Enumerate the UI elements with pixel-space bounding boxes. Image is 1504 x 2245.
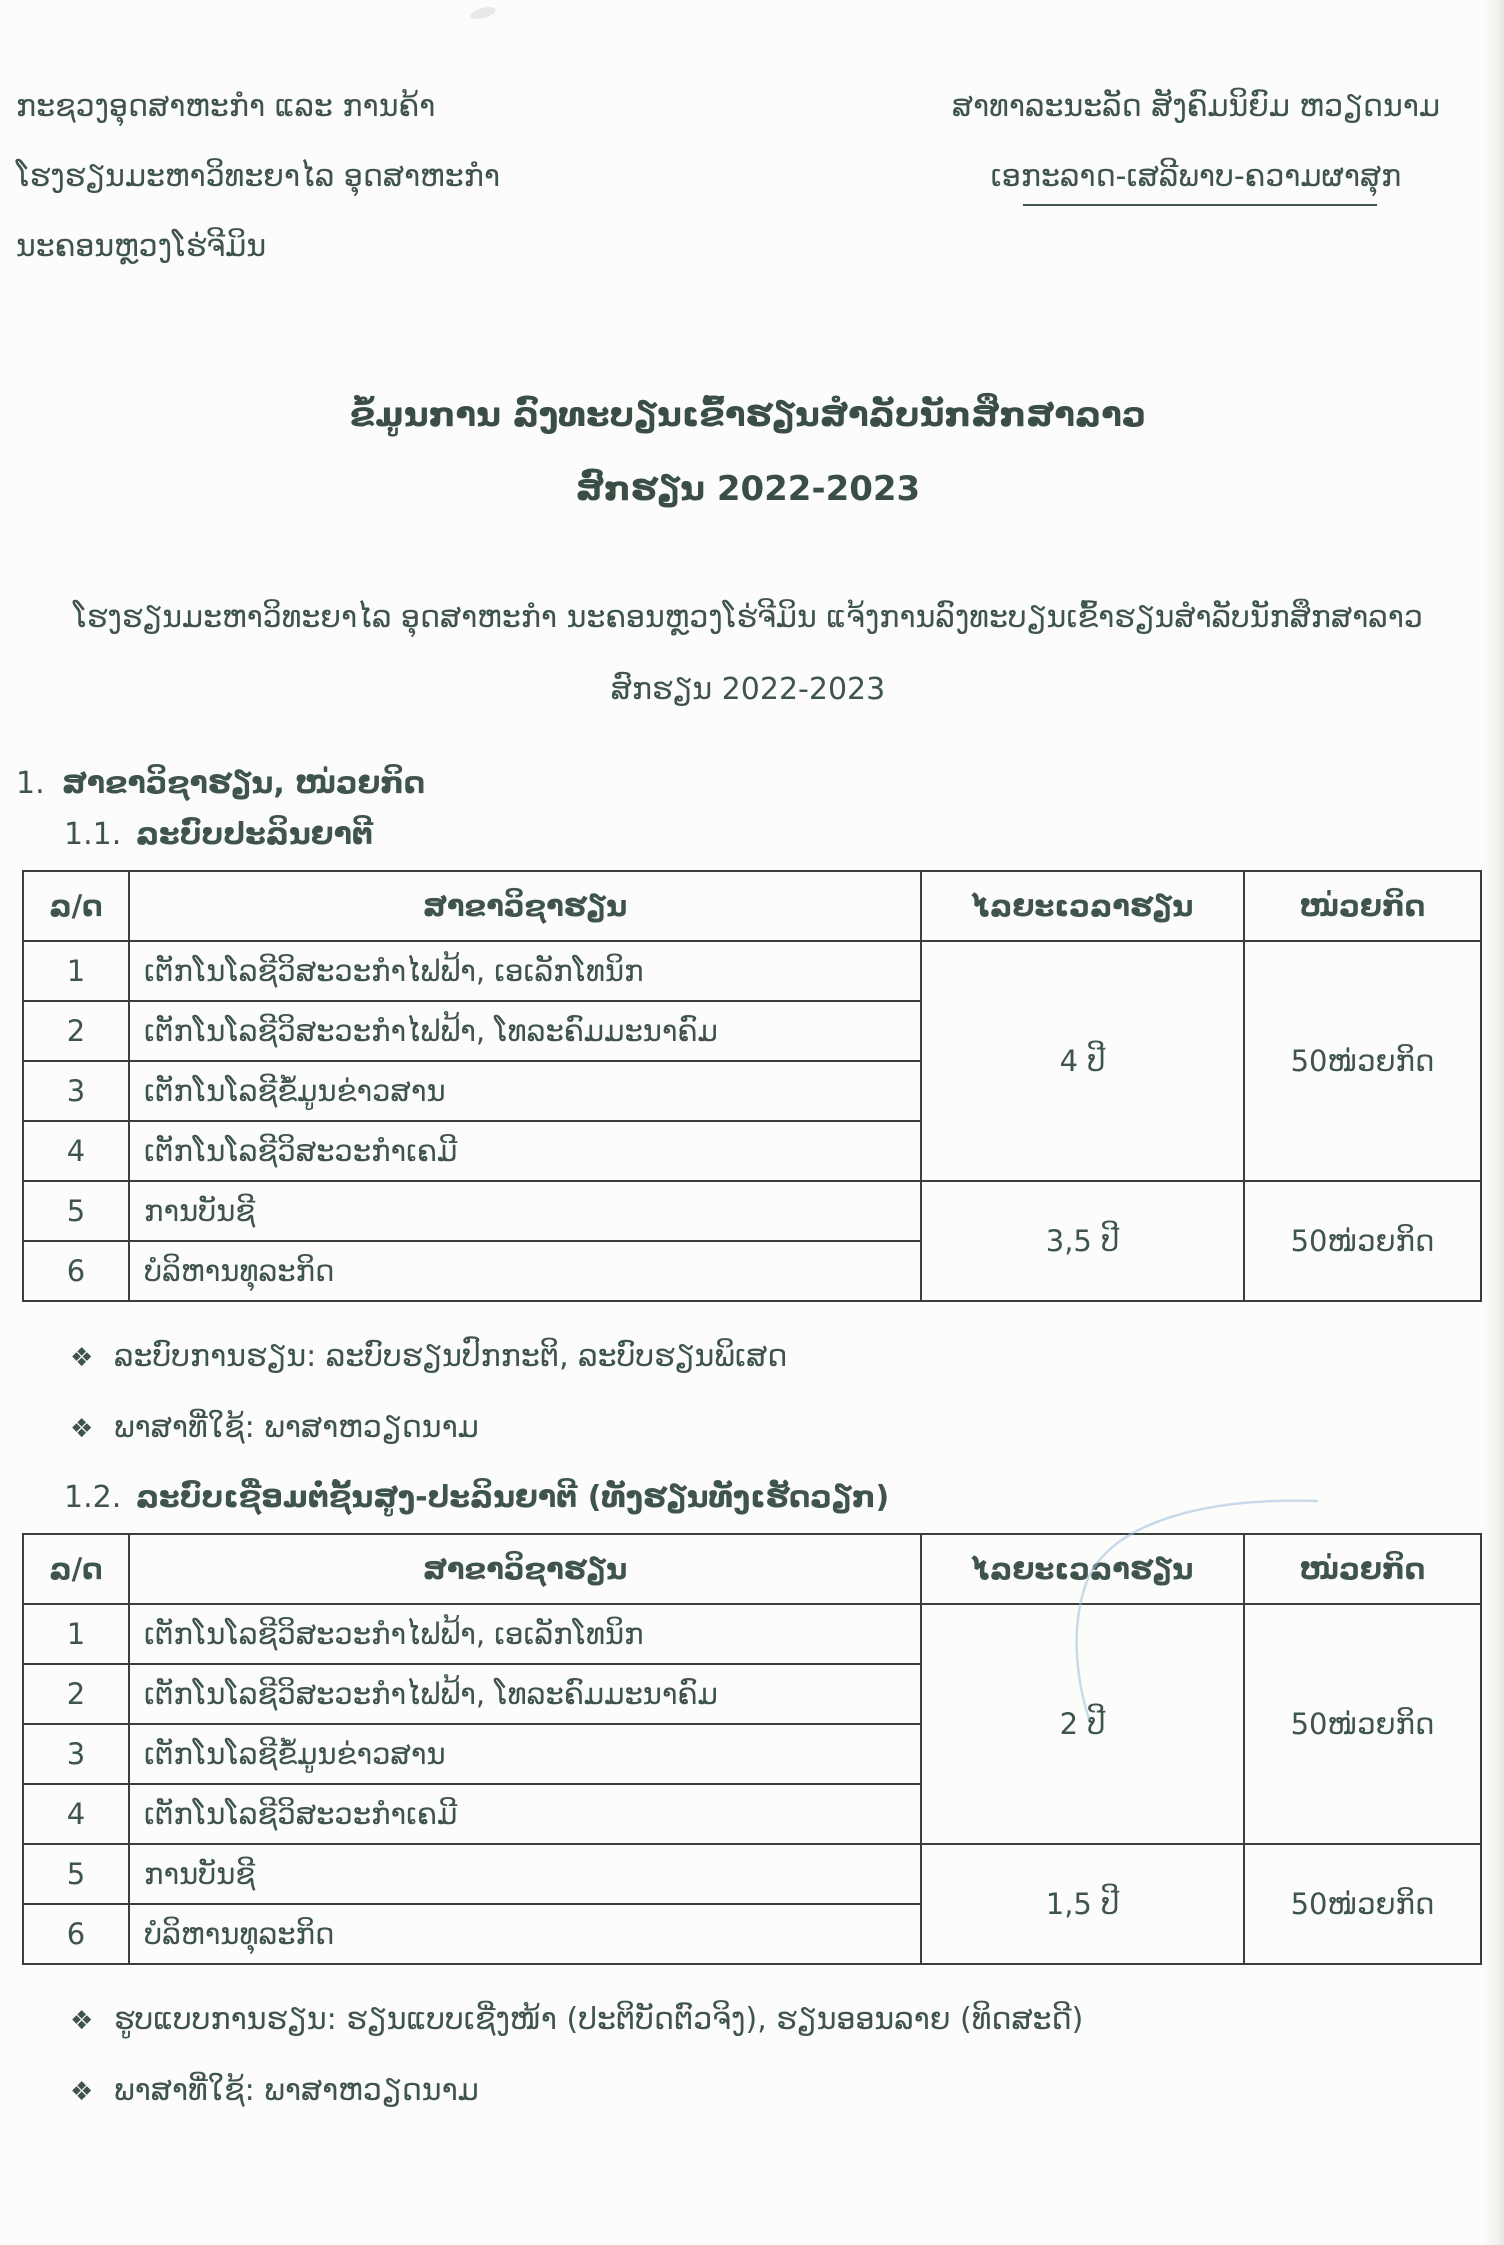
row-number-cell: 1 bbox=[23, 1604, 129, 1664]
document-header bbox=[16, 72, 1480, 282]
section-1-2-label: ລະບົບເຊື່ອມຕໍ່ຊັ້ນສູງ-ປະລິນຍາຕີ (ທັງຮຽນທັງເຮັດວຽກ) bbox=[136, 1480, 890, 1515]
row-number-cell: 5 bbox=[23, 1181, 129, 1241]
section-1-1-label: ລະບົບປະລິນຍາຕີ bbox=[136, 817, 374, 852]
table2-notes bbox=[16, 1985, 1480, 2127]
note-text: ພາສາທີ່ໃຊ້: ພາສາຫວຽດນາມ bbox=[114, 2073, 479, 2108]
national-header-block bbox=[952, 72, 1440, 212]
note-text: ຮູບແບບການຮຽນ: ຮຽນແບບເຊີ່ງໜ້າ (ປະຕິບັດຕົວຈິງ), ຮຽນອອນລາຍ (ທິດສະດີ) bbox=[114, 2002, 1084, 2037]
section-1-number: 1. bbox=[16, 766, 45, 801]
major-cell: ເຕັກໂນໂລຊີວິສະວະກຳໄຟຟ້າ, ໂທລະຄົມມະນາຄົມ bbox=[129, 1664, 921, 1724]
col-header-duration: ໄລຍະເວລາຮຽນ bbox=[921, 871, 1244, 941]
col-header-credits: ໜ່ວຍກິດ bbox=[1244, 871, 1481, 941]
duration-cell: 3,5 ປີ bbox=[921, 1181, 1244, 1301]
major-cell: ເຕັກໂນໂລຊີວິສະວະກຳໄຟຟ້າ, ເອເລັກໂທນິກ bbox=[129, 941, 921, 1001]
note-language bbox=[70, 2056, 1480, 2127]
table-row bbox=[23, 941, 1481, 1001]
col-header-major: ສາຂາວິຊາຮຽນ bbox=[129, 871, 921, 941]
table-row bbox=[23, 1604, 1481, 1664]
row-number-cell: 6 bbox=[23, 1904, 129, 1964]
row-number-cell: 4 bbox=[23, 1121, 129, 1181]
note-study-format bbox=[70, 1985, 1480, 2056]
section-1-1-heading bbox=[16, 817, 1480, 852]
section-1-heading bbox=[16, 766, 1480, 801]
university-line: ໂຮງຮຽນມະຫາວິທະຍາໄລ ອຸດສາຫະກຳ bbox=[16, 159, 500, 194]
intro-paragraph bbox=[16, 582, 1480, 726]
diamond-bullet-icon: ❖ bbox=[70, 1343, 94, 1373]
section-1-2-number: 1.2. bbox=[64, 1480, 122, 1515]
section-1-label: ສາຂາວິຊາຮຽນ, ໜ່ວຍກິດ bbox=[62, 766, 426, 801]
table-header-row bbox=[23, 871, 1481, 941]
diamond-bullet-icon: ❖ bbox=[70, 1414, 94, 1444]
duration-cell: 4 ປີ bbox=[921, 941, 1244, 1181]
table-row bbox=[23, 1181, 1481, 1241]
issuing-authority-block bbox=[16, 72, 500, 282]
scan-smudge bbox=[469, 5, 497, 21]
credits-cell: 50ໜ່ວຍກິດ bbox=[1244, 941, 1481, 1181]
col-header-credits: ໜ່ວຍກິດ bbox=[1244, 1534, 1481, 1604]
table-row bbox=[23, 1844, 1481, 1904]
title-line-2: ສົກຮຽນ 2022-2023 bbox=[575, 469, 921, 509]
row-number-cell: 2 bbox=[23, 1664, 129, 1724]
major-cell: ບໍລິຫານທຸລະກິດ bbox=[129, 1241, 921, 1301]
intro-line-2: ສົກຮຽນ 2022-2023 bbox=[610, 672, 886, 707]
major-cell: ເຕັກໂນໂລຊີວິສະວະກຳເຄມີ bbox=[129, 1784, 921, 1844]
duration-cell: 2 ປີ bbox=[921, 1604, 1244, 1844]
row-number-cell: 2 bbox=[23, 1001, 129, 1061]
intro-line-1: ໂຮງຮຽນມະຫາວິທະຍາໄລ ອຸດສາຫະກຳ ນະຄອນຫຼວງໂຮ່ຈີມິນ ແຈ້ງການລົງທະບຽນເຂົ້າຮຽນສຳລັບນັກສຶກສາລາວ bbox=[73, 600, 1423, 635]
note-text: ພາສາທີ່ໃຊ້: ພາສາຫວຽດນາມ bbox=[114, 1410, 479, 1445]
major-cell: ເຕັກໂນໂລຊີຂໍ້ມູນຂ່າວສານ bbox=[129, 1724, 921, 1784]
col-header-no: ລ/ດ bbox=[23, 1534, 129, 1604]
national-motto: ເອກະລາດ-ເສລີພາບ-ຄວາມຜາສຸກ bbox=[985, 142, 1408, 212]
major-cell: ເຕັກໂນໂລຊີວິສະວະກຳໄຟຟ້າ, ໂທລະຄົມມະນາຄົມ bbox=[129, 1001, 921, 1061]
bachelor-programs-table bbox=[22, 870, 1482, 1302]
note-study-system bbox=[70, 1322, 1480, 1393]
duration-cell: 1,5 ປີ bbox=[921, 1844, 1244, 1964]
major-cell: ການບັນຊີ bbox=[129, 1844, 921, 1904]
title-line-1: ຂໍ້ມູນການ ລົງທະບຽນເຂົ້າຮຽນສຳລັບນັກສຶກສາລາວ bbox=[349, 395, 1147, 435]
table1-notes bbox=[16, 1322, 1480, 1464]
row-number-cell: 4 bbox=[23, 1784, 129, 1844]
col-header-major: ສາຂາວິຊາຮຽນ bbox=[129, 1534, 921, 1604]
diamond-bullet-icon: ❖ bbox=[70, 2077, 94, 2107]
city-line: ນະຄອນຫຼວງໂຮ່ຈີມິນ bbox=[16, 229, 267, 264]
major-cell: ເຕັກໂນໂລຊີຂໍ້ມູນຂ່າວສານ bbox=[129, 1061, 921, 1121]
section-1-1-number: 1.1. bbox=[64, 817, 122, 852]
diamond-bullet-icon: ❖ bbox=[70, 2006, 94, 2036]
row-number-cell: 3 bbox=[23, 1724, 129, 1784]
major-cell: ເຕັກໂນໂລຊີວິສະວະກຳໄຟຟ້າ, ເອເລັກໂທນິກ bbox=[129, 1604, 921, 1664]
table-header-row bbox=[23, 1534, 1481, 1604]
ministry-line: ກະຊວງອຸດສາຫະກຳ ແລະ ການຄ້າ bbox=[16, 89, 436, 124]
credits-cell: 50ໜ່ວຍກິດ bbox=[1244, 1604, 1481, 1844]
credits-cell: 50ໜ່ວຍກິດ bbox=[1244, 1181, 1481, 1301]
document-title bbox=[16, 378, 1480, 526]
note-language bbox=[70, 1393, 1480, 1464]
major-cell: ການບັນຊີ bbox=[129, 1181, 921, 1241]
major-cell: ບໍລິຫານທຸລະກິດ bbox=[129, 1904, 921, 1964]
row-number-cell: 6 bbox=[23, 1241, 129, 1301]
row-number-cell: 5 bbox=[23, 1844, 129, 1904]
section-1-2-heading bbox=[16, 1480, 1480, 1515]
col-header-no: ລ/ດ bbox=[23, 871, 129, 941]
credits-cell: 50ໜ່ວຍກິດ bbox=[1244, 1844, 1481, 1964]
row-number-cell: 1 bbox=[23, 941, 129, 1001]
col-header-duration: ໄລຍະເວລາຮຽນ bbox=[921, 1534, 1244, 1604]
republic-line: ສາທາລະນະລັດ ສັງຄົມນິຍົມ ຫວຽດນາມ bbox=[951, 89, 1440, 124]
note-text: ລະບົບການຮຽນ: ລະບົບຮຽນປົກກະຕິ, ລະບົບຮຽນພິເສດ bbox=[114, 1339, 788, 1374]
row-number-cell: 3 bbox=[23, 1061, 129, 1121]
major-cell: ເຕັກໂນໂລຊີວິສະວະກຳເຄມີ bbox=[129, 1121, 921, 1181]
bridging-programs-table bbox=[22, 1533, 1482, 1965]
